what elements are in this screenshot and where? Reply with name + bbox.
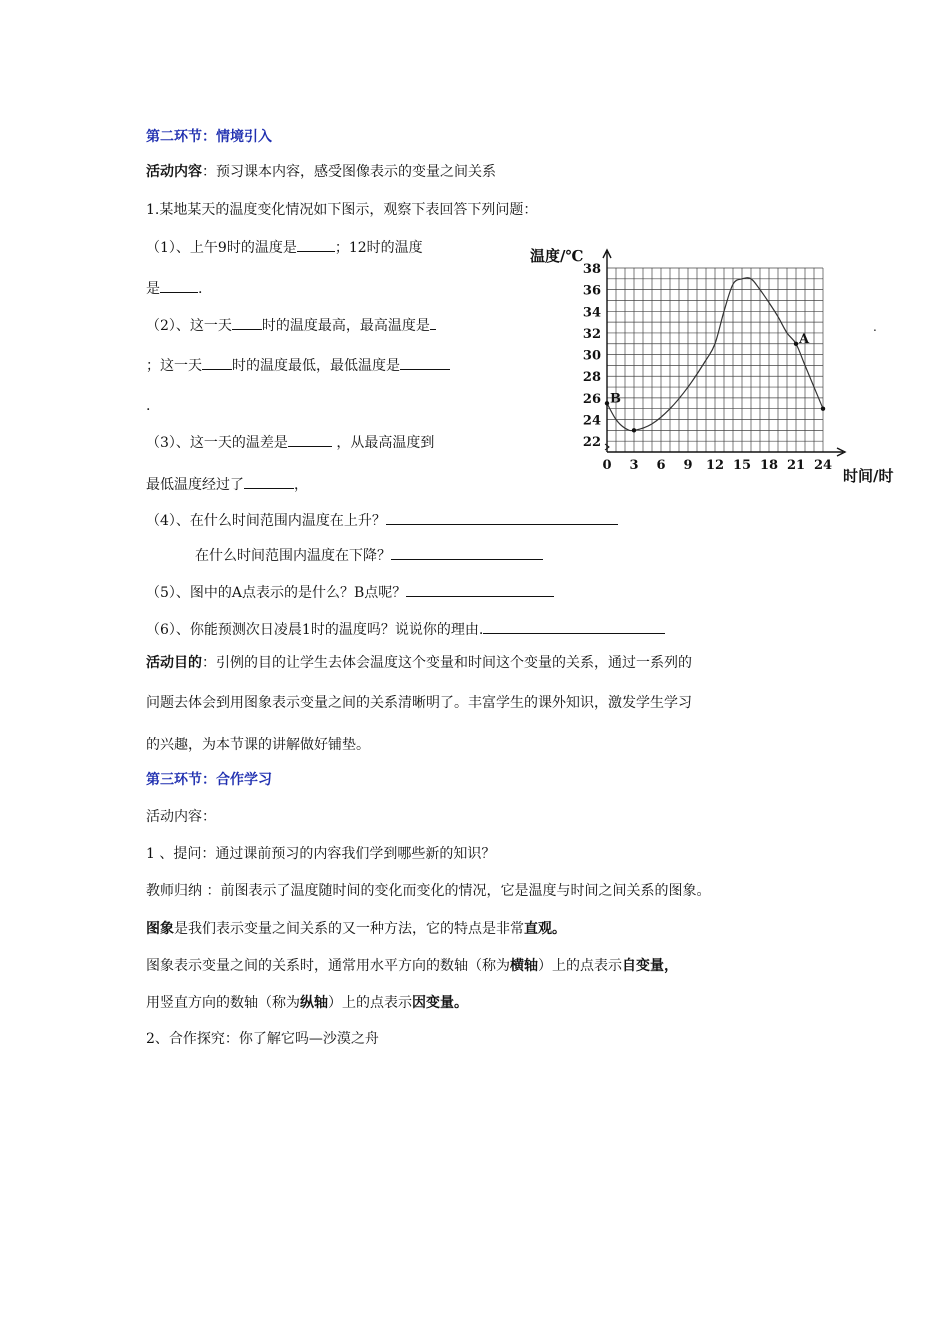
y-tick-label: 26 xyxy=(582,391,601,407)
point-label-b: B xyxy=(610,391,621,407)
x-tick-label: 6 xyxy=(656,458,666,473)
y-tick-label: 32 xyxy=(582,326,601,342)
stray-mark: . xyxy=(873,320,877,334)
activity-goal-1: 活动目的：引例的目的让学生去体会温度这个变量和时间这个变量的关系，通过一系列的 xyxy=(146,655,692,671)
y-tick-label: 30 xyxy=(582,348,601,364)
q1-line2: 是 . xyxy=(146,278,202,298)
y-tick-label: 22 xyxy=(582,435,601,451)
activity-text: ：预习课本内容，感受图像表示的变量之间关系 xyxy=(202,164,496,180)
q4-line1: （4）、在什么时间范围内温度在上升？ xyxy=(146,510,618,530)
chart-point xyxy=(605,401,609,405)
section3-title: 第三环节：合作学习 xyxy=(146,772,272,788)
para3: 用竖直方向的数轴（称为纵轴）上的点表示因变量。 xyxy=(146,995,468,1011)
activity-label: 活动内容 xyxy=(146,164,202,180)
q4-line2: 在什么时间范围内温度在下降？ xyxy=(195,545,543,565)
q5: （5）、图中的A点表示的是什么？B点呢？ xyxy=(146,582,554,602)
y-tick-label: 34 xyxy=(582,305,601,321)
para2: 图象表示变量之间的关系时，通常用水平方向的数轴（称为横轴）上的点表示自变量， xyxy=(146,958,678,974)
para1: 图象是我们表示变量之间关系的又一种方法，它的特点是非常直观。 xyxy=(146,921,566,937)
q3-line1: （3）、这一天的温差是 ，从最高温度到 xyxy=(146,432,434,452)
chart-point xyxy=(794,342,798,346)
activity-content xyxy=(146,163,496,181)
q2-line2: ；这一天 时的温度最低，最低温度是 xyxy=(146,355,450,375)
section2-title: 第二环节：情境引入 xyxy=(146,129,272,145)
temperature-chart xyxy=(525,240,925,490)
y-tick-label: 38 xyxy=(582,262,601,277)
q2-line3: . xyxy=(146,398,151,414)
q3-line2: 最低温度经过了 ， xyxy=(146,474,308,494)
q1-line1: （1）、上午9时的温度是 ；12时的温度 xyxy=(146,237,423,257)
x-tick-label: 12 xyxy=(705,458,725,473)
point-label-a: A xyxy=(799,331,810,347)
y-tick-label: 28 xyxy=(582,370,601,386)
x-tick-label: 15 xyxy=(732,458,752,473)
y-tick-label: 36 xyxy=(582,283,601,299)
section3-item1: 1 、提问：通过课前预习的内容我们学到哪些新的知识？ xyxy=(146,846,496,862)
x-tick-label: 0 xyxy=(602,458,612,473)
x-tick-label: 24 xyxy=(813,458,833,473)
section3-item2: 2、合作探究：你了解它吗—沙漠之舟 xyxy=(146,1031,379,1047)
x-tick-label: 9 xyxy=(683,458,693,473)
q1-intro: 1.某地某天的温度变化情况如下图示，观察下表回答下列问题： xyxy=(146,202,538,218)
y-tick-label: 24 xyxy=(582,413,601,429)
section3-activity-label: 活动内容： xyxy=(146,809,216,825)
x-tick-label: 3 xyxy=(629,458,639,473)
q6: （6）、你能预测次日凌晨1时的温度吗？说说你的理由. xyxy=(146,619,665,639)
chart-grid xyxy=(607,268,823,452)
activity-goal-3: 的兴趣，为本节课的讲解做好铺垫。 xyxy=(146,737,370,753)
x-tick-label: 18 xyxy=(759,458,779,473)
chart-point xyxy=(632,428,636,432)
y-axis-label: 温度/℃ xyxy=(530,247,584,265)
chart-point xyxy=(821,407,825,411)
q2-line1: （2）、这一天 时的温度最高，最高温度是 xyxy=(146,315,436,335)
teacher-summary: 教师归纳 ：前图表示了温度随时间的变化而变化的情况，它是温度与时间之间关系的图象。 xyxy=(146,883,711,899)
activity-goal-2: 问题去体会到用图象表示变量之间的关系清晰明了。丰富学生的课外知识，激发学生学习 xyxy=(146,695,692,711)
x-tick-label: 21 xyxy=(786,458,806,473)
x-axis-label: 时间/时 xyxy=(843,467,894,485)
